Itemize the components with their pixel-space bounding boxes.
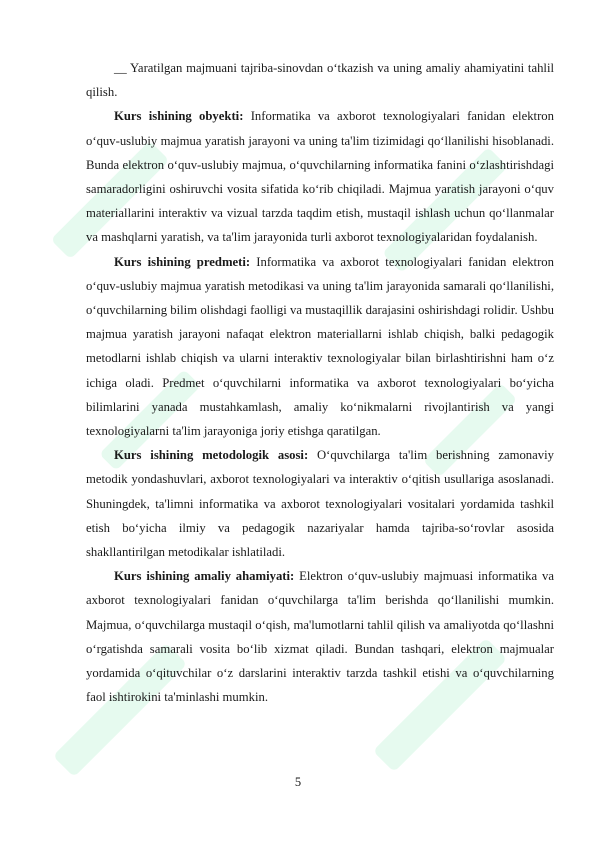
subject-heading: Kurs ishining predmeti: — [114, 254, 251, 269]
intro-paragraph — [86, 56, 554, 104]
methodology-paragraph — [86, 443, 554, 564]
methodology-heading: Kurs ishining metodologik asosi: — [114, 448, 309, 463]
practical-heading: Kurs ishining amaliy ahamiyati: — [114, 569, 295, 584]
page-body — [86, 56, 554, 709]
practical-paragraph — [86, 564, 554, 709]
intro-text: __ Yaratilgan majmuani tajriba-sinovdan o‘tkazish va uning amaliy ahamiyatini tahlil qilish. — [86, 61, 554, 100]
object-text: Informatika va axborot texnologiyalari fanidan elektron o‘quv-uslubiy majmua yaratish jarayoni va uning ta'lim tizimidagi qo‘llanilishi hisoblanadi. Bunda elektron o‘quv-uslubiy majmua, o‘quvchilarning informatika fanini o‘zlashtirishdagi samaradorligini oshiruvchi vosita sifatida ko‘rib chiqiladi. Majmua yaratish jarayoni o‘quv materiallarini interaktiv va vizual tarzda taqdim etish, mustaqil ishlash uchun qo‘llanmalar va mashqlarni yaratish, va ta'lim jarayonida turli axborot texnologiyalaridan foydalanish. — [86, 109, 554, 245]
object-paragraph — [86, 104, 554, 249]
methodology-text: O‘quvchilarga ta'lim berishning zamonaviy metodik yondashuvlari, axborot texnologiyalari va interaktiv o‘qitish usullariga asoslanadi. Shuningdek, ta'limni informatika va axborot texnologiyalari vositalari yordamida tashkil etish bo‘yicha ilmiy va pedagogik nazariyalar hamda tajriba-so‘rovlar asosida shakllantirilgan metodikalar ishlatiladi. — [86, 448, 554, 560]
page-number: 5 — [294, 775, 302, 789]
object-heading: Kurs ishining obyekti: — [114, 109, 244, 124]
subject-paragraph — [86, 250, 554, 444]
subject-text: Informatika va axborot texnologiyalari fanidan elektron o‘quv-uslubiy majmua yaratish metodikasi va uning ta'lim jarayonida samarali qo‘llanilishi, o‘quvchilarning bilim olishdagi faolligi va mustaqillik darajasini oshirishdagi rolidir. Ushbu majmua yaratish jarayoni nafaqat elektron materiallarni ishlab chiqish, balki pedagogik metodlarni ishlab chiqish va ularni interaktiv texnologiyalar bilan birlashtirishni ham o‘z ichiga oladi. Predmet o‘quvchilarni informatika va axborot texnologiyalari bo‘yicha bilimlarini yanada mustahkamlash, amaliy ko‘nikmalarni rivojlantirish va yangi texnologiyalarni ta'lim jarayoniga joriy etishga qaratilgan. — [86, 254, 554, 439]
practical-text: Elektron o‘quv-uslubiy majmuasi informatika va axborot texnologiyalari fanidan o‘quvchilarga ta'lim berishda qo‘llanilishi mumkin. Majmua, o‘quvchilarga mustaqil o‘qish, ma'lumotlarni tahlil qilish va amaliyotda qo‘llashni o‘rgatishda samarali vosita bo‘lib xizmat qiladi. Bundan tashqari, elektron majmualar yordamida o‘qituvchilar o‘z darslarini interaktiv tarzda tashkil etishi va o‘quvchilarning faol ishtirokini ta'minlashi mumkin. — [86, 569, 554, 705]
